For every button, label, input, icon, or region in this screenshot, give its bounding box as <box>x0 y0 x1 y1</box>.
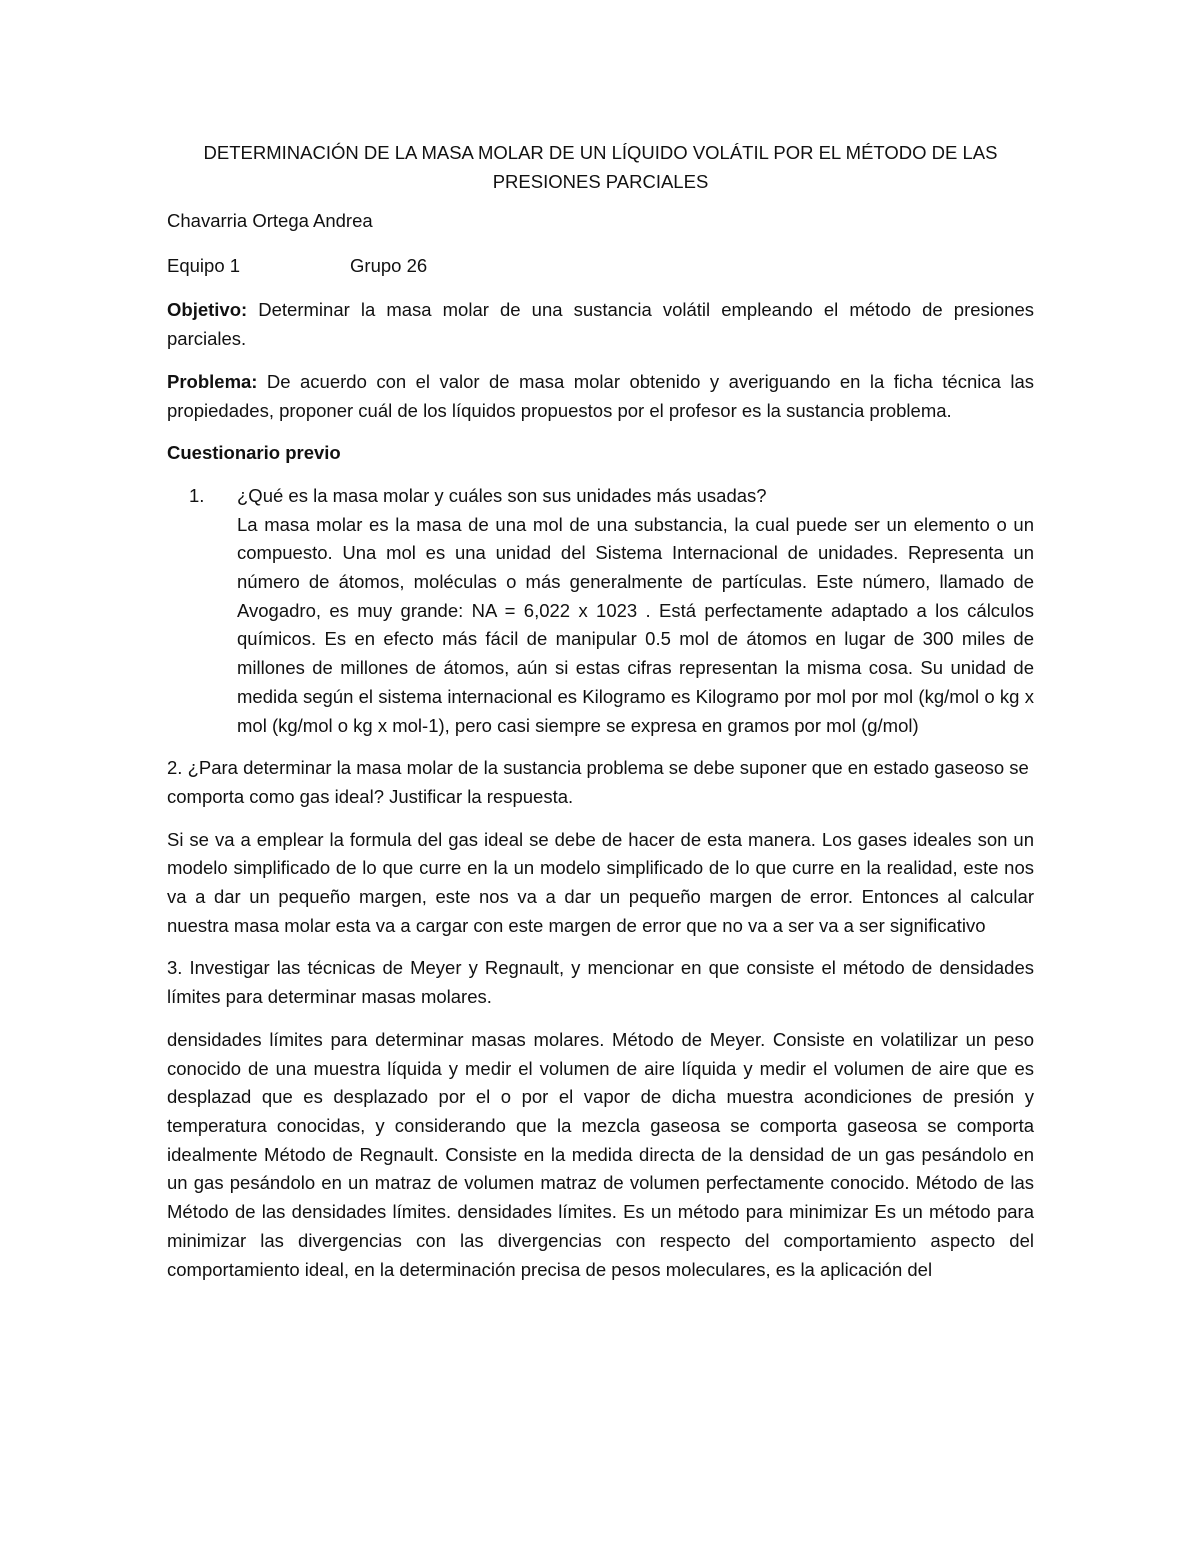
document-title: DETERMINACIÓN DE LA MASA MOLAR DE UN LÍQUIDO VOLÁTIL POR EL MÉTODO DE LAS PRESIONES PARCIALES <box>203 142 998 192</box>
questionnaire-heading: Cuestionario previo <box>167 442 341 464</box>
team-label: Equipo 1 <box>167 254 241 276</box>
problem-text: De acuerdo con el valor de masa molar obtenido y averiguando en la ficha técnica las propiedades, proponer cuál de los líquidos propuestos por el profesor es la sustancia problema. <box>167 370 1034 421</box>
question-list <box>167 482 1034 740</box>
objective-label: Objetivo: <box>167 299 248 321</box>
question-2-text: 2. ¿Para determinar la masa molar de la sustancia problema se debe suponer que en estado gaseoso se comporta como gas ideal? Justificar la respuesta. <box>167 757 1029 807</box>
question-3-text: 3. Investigar las técnicas de Meyer y Regnault, y mencionar en que consiste el método de densidades límites para determinar masas molares. <box>167 957 1034 1008</box>
question-2-answer: Si se va a emplear la formula del gas ideal se debe de hacer de esta manera. Los gases ideales son un modelo simplificado de lo que curre en la un modelo simplificado de lo que curre en la realidad, este nos va a dar un pequeño margen, este nos va a dar un pequeño margen de error. Entonces al calcular nuestra masa molar esta va a cargar con este margen de error que no va a ser va a ser significativo <box>167 828 1034 936</box>
problem-paragraph <box>167 368 1034 425</box>
question-1 <box>167 482 1034 740</box>
question-1-text: ¿Qué es la masa molar y cuáles son sus unidades más usadas? <box>237 484 767 506</box>
objective-paragraph <box>167 296 1034 353</box>
author-name: Chavarria Ortega Andrea <box>167 210 373 231</box>
objective-text: Determinar la masa molar de una sustancia volátil empleando el método de presiones parciales. <box>167 299 1034 350</box>
question-1-answer: La masa molar es la masa de una mol de una substancia, la cual puede ser un elemento o un compuesto. Una mol es una unidad del Sistema Internacional de unidades. Representa un número de átomos, moléculas o más generalmente de partículas. Este número, llamado de Avogadro, es muy grande: NA = 6,022 x 1023 . Está perfectamente adaptado a los cálculos químicos. Es en efecto más fácil de manipular 0.5 mol de átomos en lugar de 300 miles de millones de millones de átomos, aún si estas cifras representan la misma cosa. Su unidad de medida según el sistema internacional es Kilogramo es Kilogramo por mol por mol (kg/mol o kg x mol (kg/mol o kg x mol-1), pero casi siempre se expresa en gramos por mol (g/mol) <box>237 513 1034 736</box>
question-1-number: 1. <box>189 484 205 506</box>
question-3-answer: densidades límites para determinar masas molares. Método de Meyer. Consiste en volatilizar un peso conocido de una muestra líquida y medir el volumen de aire líquida y medir el volumen de aire que es desplazad que es desplazado por el o por el vapor de dicha muestra acondiciones de presión y temperatura conocidas, y considerando que la mezcla gaseosa se comporta gaseosa se comporta idealmente Método de Regnault. Consiste en la medida directa de la densidad de un gas pesándolo en un gas pesándolo en un matraz de volumen matraz de volumen perfectamente conocido. Método de las Método de las densidades límites. densidades límites. Es un método para minimizar Es un método para minimizar las divergencias con las divergencias con respecto del comportamiento aspecto del comportamiento ideal, en la determinación precisa de pesos moleculares, es la aplicación del <box>167 1028 1034 1280</box>
problem-label: Problema: <box>167 370 258 392</box>
team-group-line <box>167 252 1034 281</box>
group-label: Grupo 26 <box>350 254 428 276</box>
